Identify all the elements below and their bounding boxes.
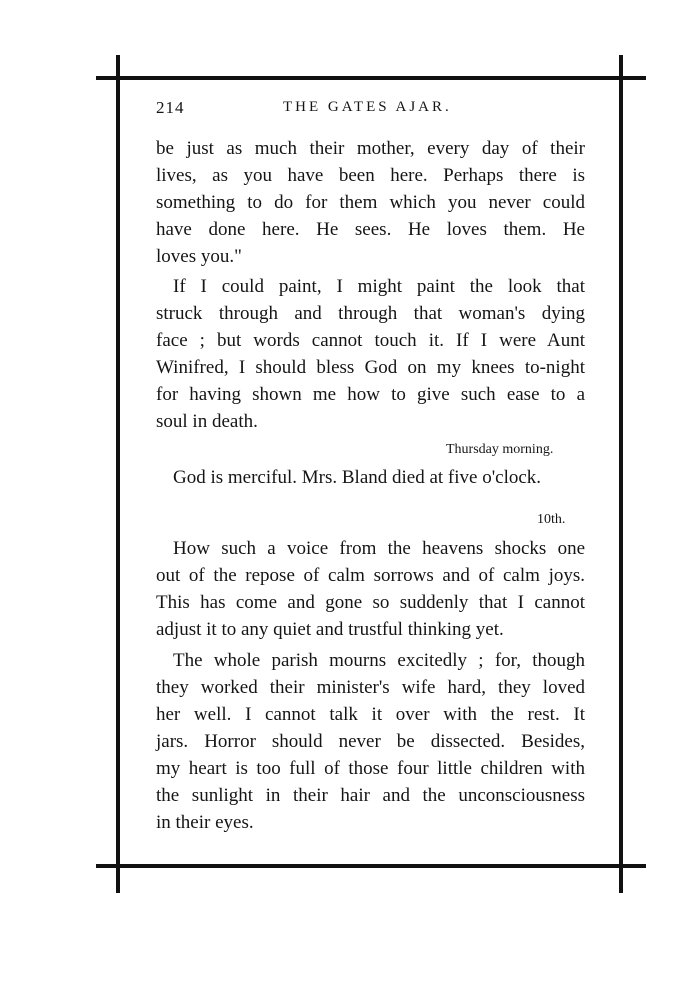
text-line: my heart is too full of those four little children with [156, 758, 585, 779]
text-line: soul in death. [156, 411, 258, 432]
dateline: 10th. [537, 512, 566, 527]
text-line: lives, as you have been here. Perhaps there is [156, 165, 585, 186]
running-head: THE GATES AJAR. [283, 99, 452, 115]
text-line: something to do for them which you never could [156, 192, 585, 213]
text-line: struck through and through that woman's dying [156, 303, 585, 324]
text-line: jars. Horror should never be dissected. Besides, [156, 731, 585, 752]
text-line: have done here. He sees. He loves them. He [156, 219, 585, 240]
text-line: loves you." [156, 246, 242, 267]
right-border-rule [619, 55, 623, 893]
text-line: God is merciful. Mrs. Bland died at five o'clock. [173, 467, 542, 488]
text-line: for having shown me how to give such ease to a [156, 384, 585, 405]
text-line: the sunlight in their hair and the unconsciousness [156, 785, 585, 806]
left-border-rule [116, 55, 120, 893]
text-line: in their eyes. [156, 812, 254, 833]
text-line: out of the repose of calm sorrows and of calm joys. [156, 565, 585, 586]
text-line: be just as much their mother, every day of their [156, 138, 585, 159]
text-line: adjust it to any quiet and trustful thinking yet. [156, 619, 504, 640]
top-border-rule [96, 76, 646, 80]
text-line: they worked their minister's wife hard, they loved [156, 677, 585, 698]
dateline: Thursday morning. [446, 442, 554, 457]
text-line: The whole parish mourns excitedly ; for, though [173, 650, 585, 671]
text-line: her well. I cannot talk it over with the rest. It [156, 704, 585, 725]
text-line: face ; but words cannot touch it. If I were Aunt [156, 330, 585, 351]
text-line: Winifred, I should bless God on my knees to-night [156, 357, 585, 378]
page-number: 214 [156, 98, 185, 117]
text-line: How such a voice from the heavens shocks one [173, 538, 585, 559]
bottom-border-rule [96, 864, 646, 868]
text-line: If I could paint, I might paint the look that [173, 276, 585, 297]
text-line: This has come and gone so suddenly that I cannot [156, 592, 585, 613]
